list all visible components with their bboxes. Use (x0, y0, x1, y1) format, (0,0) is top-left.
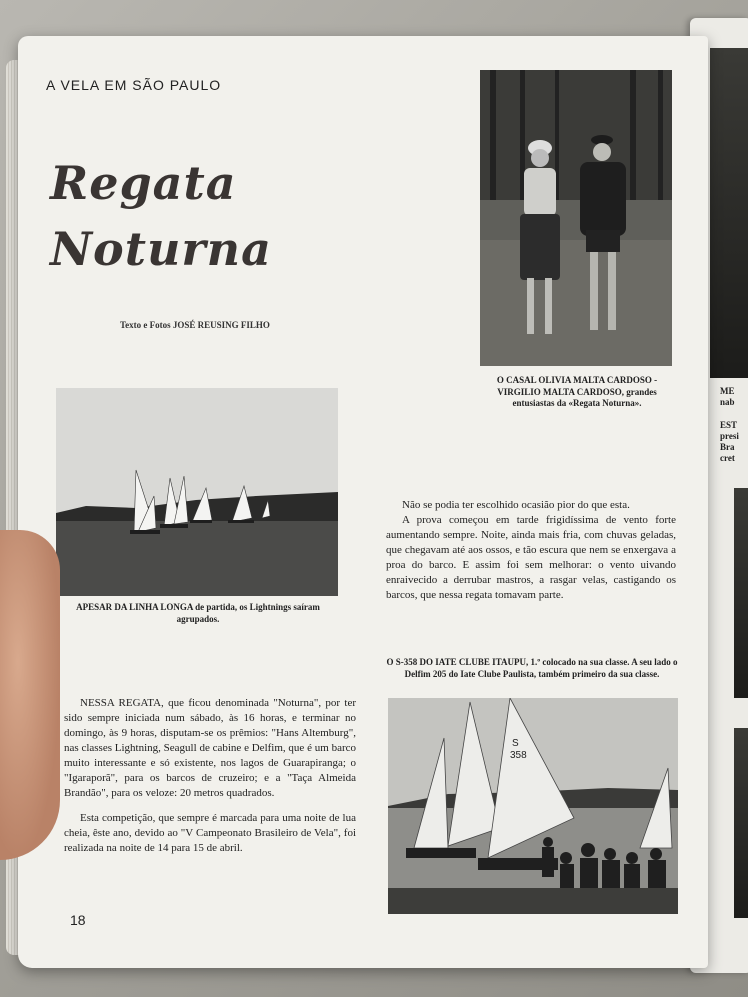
intro-paragraph-2: A prova começou em tarde frigidíssima de vento forte aumentando sempre. Noite, ainda mais fria, com chuvas geladas, que chegavam até aos ossos, e tão escura que nem se enxergava a proa do barco. E assim foi sem melhorar: o vento uivando enraivecido a derrubar mastros, a rasgar velas, castigando os barcos, que nessa regata tomavam parte. (386, 514, 676, 601)
lightnings-photo-image (56, 388, 338, 596)
main-paragraph-2: Esta competição, que sempre é marcada para uma noite de lua cheia, êste ano, devido ao "V Campeonato Brasileiro de Vela", foi realizada na noite de 14 para 15 de abril. (64, 812, 356, 854)
title-line-1: Regata (50, 156, 237, 210)
itaupu-photo-image (388, 698, 678, 914)
sail-number-2: 358 (510, 750, 527, 761)
next-page-photo-mid (734, 488, 748, 698)
lightnings-caption: APESAR DA LINHA LONGA de partida, os Lightnings saíram agrupados. (76, 602, 320, 624)
main-paragraph-1: NESSA REGATA, que ficou denominada "Noturna", por ter sido sempre iniciada num sábado, às 16 horas, e terminar no domingo, às 9 horas, disputam-se os prêmios: "Hans Altemburg", nas classes Lightning, Seagull de cabine e Delfim, que é um barco muito interessante e só existente, nos lagos de Guarapiranga; o "Igaraporã", para os barcos de cruzeiro; e a "Taça Almeida Brandão", para os veloze: 20 metros quadrados. (64, 697, 356, 799)
main-text (64, 696, 356, 866)
article-title (50, 150, 272, 282)
title-line-2: Noturna (50, 222, 272, 276)
itaupu-caption: O S-358 DO IATE CLUBE ITAUPU, 1.º colocado na sua classe. A seu lado o Delfim 205 do Iate Clube Paulista, também primeiro da sua classe. (386, 657, 678, 679)
byline: Texto e Fotos JOSÉ REUSING FILHO (120, 320, 270, 330)
next-page-photo-top (710, 48, 748, 378)
thumb (0, 530, 60, 860)
couple-caption: O CASAL OLIVIA MALTA CARDOSO - VIRGILIO MALTA CARDOSO, grandes entusiastas da «Regata Noturna». (496, 375, 658, 408)
sail-number: S (512, 738, 519, 749)
section-kicker: A VELA EM SÃO PAULO (46, 77, 222, 93)
next-page-photo-bottom (734, 728, 748, 918)
intro-paragraph-1: Não se podia ter escolhido ocasião pior do que esta. (402, 499, 630, 511)
next-page-text-2: EST presi Bra cret (720, 420, 739, 463)
lightnings-photo (56, 388, 338, 596)
intro-text (386, 498, 676, 613)
couple-photo (480, 70, 672, 366)
page-number: 18 (70, 912, 86, 928)
itaupu-photo (388, 698, 678, 914)
next-page-text-1: ME nab (720, 386, 735, 407)
couple-photo-image (480, 70, 672, 366)
